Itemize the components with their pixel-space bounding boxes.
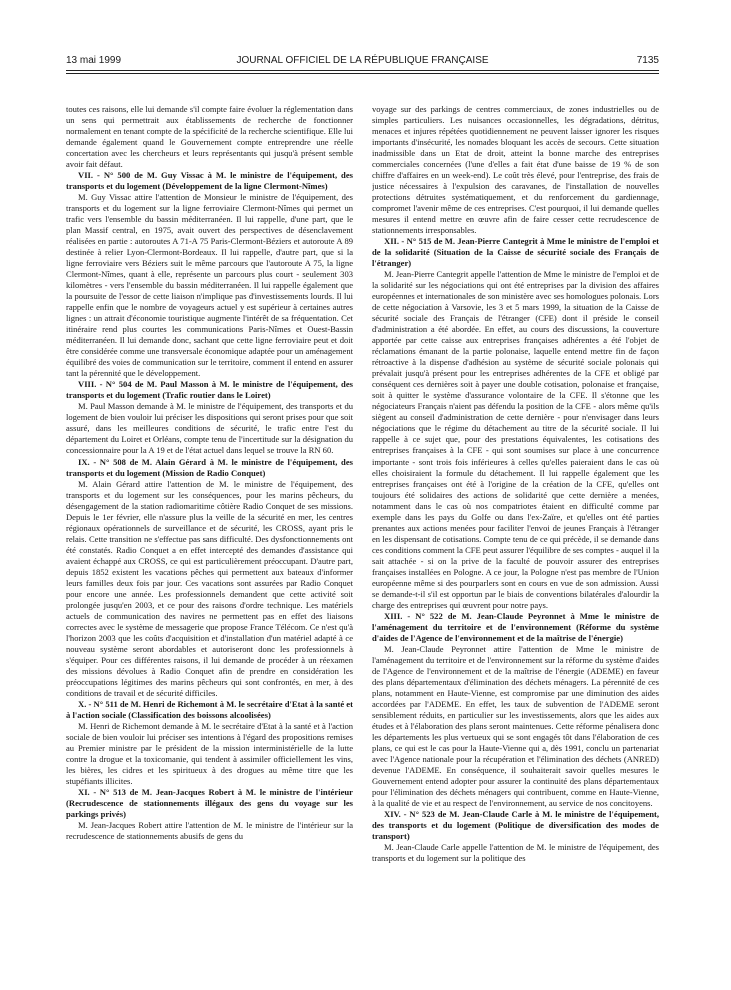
question-511-title: X. - N° 511 de M. Henri de Richemont à M. le secrétaire d'Etat à la santé et à l'action sociale (Classification des boissons alcoolisées) (66, 698, 353, 720)
question-511-text: M. Henri de Richemont demande à M. le secrétaire d'Etat à la santé et à l'action sociale de bien vouloir lui préciser ses intentions à l'égard des propositions remises au Premier ministre par le président de la mission interministérielle de la lutte contre la drogue et la toxicomanie, qui tendent à assimiler officiellement les vins, les bières, les cidres et les spiritueux à des drogues au même titre que les stupéfiants illicites. (66, 720, 353, 786)
question-515-text: M. Jean-Pierre Cantegrit appelle l'attention de Mme le ministre de l'emploi et de la solidarité sur les négociations qui ont été entreprises par la division des affaires européennes et internationales de son ministère avec ses homologues polonais. Lors de cette négociation à Varsovie, les 3 et 5 mars 1999, la situation de la Caisse de sécurité sociale des Français de l'étranger (CFE) dont il préside le conseil d'administration a été abordée. En effet, au cours des discussions, la couverture apportée par cette caisse aux entreprises françaises adhérentes a été l'objet de réclamations émanant de la partie polonaise, laquelle entend mettre fin de façon rétroactive à la dispense d'adhésion au système de sécurité sociale polonais qui prévalait jusqu'à présent pour les entreprises adhérentes de la CFE et obligé par conséquent ces dernières soit à payer une double cotisation, polonaise et française, soit à quitter le système d'assurance volontaire de la CFE. Il s'étonne que les négociateurs Français n'aient pas défendu la position de la CFE - alors même qu'ils siègent au conseil d'administration de cette dernière - pour n'envisager dans leurs négociations que le régime du détachement au titre de la sécurité sociale. Il lui rappelle à ce sujet que, pour des prestations équivalentes, les cotisations des entreprises françaises à la CFE - qui sont soumises sur place à une concurrence importante - sont trois fois inférieures à celles qu'elles paieraient dans le cas où elles choisiraient la formule du détachement. Il lui rappelle également que les entreprises françaises ont été à l'origine de la création de la CFE, qu'elles ont toujours été solidaires des actions de solidarité que cette dernière a menées, notamment dans le cas où nos compatriotes étaient en difficulté comme par exemple dans les pays du Golfe ou dans l'ex-Zaïre, et qu'elles ont été parties prenantes aux actions menées pour faciliter l'envoi de jeunes Français à l'étranger en les dispensant de cotisations. Compte tenu de ce qui précède, il se demande dans ces conditions comment la CFE peut assurer l'équilibre de ses comptes - auquel il la sait attachée - si on la prive de la faculté de pouvoir assurer des entreprises françaises installées en Pologne. A ce jour, la Pologne n'est pas membre de l'Union européenne même si des pourparlers sont en cours en vue de son admission. Aussi se demande-t-il s'il est opportun par le biais de conventions bilatérales d'alourdir la charge des entreprises qui œuvrent pour notre pays. (372, 269, 659, 610)
question-504-title: VIII. - N° 504 de M. Paul Masson à M. le ministre de l'équipement, des transports et du logement (Trafic routier dans le Loiret) (66, 379, 353, 401)
header-journal-title: JOURNAL OFFICIEL DE LA RÉPUBLIQUE FRANÇAISE (236, 55, 489, 66)
header-rule (66, 70, 659, 71)
question-522-title: XIII. - N° 522 de M. Jean-Claude Peyronnet à Mme le ministre de l'aménagement du territoire et de l'environnement (Réforme du système d'aides de l'Agence de l'environnement et de la maîtrise de l'énergie) (372, 610, 659, 643)
question-523-title: XIV. - N° 523 de M. Jean-Claude Carle à M. le ministre de l'équipement, des transports et du logement (Politique de diversification des modes de transport) (372, 809, 659, 842)
right-column (372, 104, 659, 978)
left-column (66, 104, 353, 978)
question-522-text: M. Jean-Claude Peyronnet attire l'attention de Mme le ministre de l'aménagement du territoire et de l'environnement sur la réforme du système d'aides de l'Agence de l'environnement et de la maîtrise de l'énergie (ADEME) en faveur des plans départementaux d'élimination des déchets ménagers. La pérennité de ces plans, notamment en Haute-Vienne, est compromise par une diminution des aides accordées par l'ADEME. En effet, les taux de subvention de l'ADEME seront sensiblement réduits, en particulier sur les investissements, alors que les aides aux études et à l'élaboration des plans seront maintenues. Cette réforme pénalisera donc les départements les plus vertueux qui se sont engagés tôt dans l'élaboration de ces plans, ce qui est le cas pour la Haute-Vienne qui a, dès 1991, conclu un partenariat avec l'Agence nationale pour la récupération et l'élimination des déchets (ANRED) devenue l'ADEME. En conséquence, il souhaiterait savoir quelles mesures le Gouvernement entend adopter pour assurer la continuité des plans départementaux pour l'élimination des déchets ménagers qui contribuent, comme en Haute-Vienne, à la qualité de vie et au respect de l'environnement, au service de nos concitoyens. (372, 643, 659, 808)
question-500-title: VII. - N° 500 de M. Guy Vissac à M. le ministre de l'équipement, des transports et du logement (Développement de la ligne Clermont-Nîmes) (66, 170, 353, 192)
question-515-title: XII. - N° 515 de M. Jean-Pierre Cantegrit à Mme le ministre de l'emploi et de la solidarité (Situation de la Caisse de sécurité sociale des Français de l'étranger) (372, 236, 659, 269)
question-523-text: M. Jean-Claude Carle appelle l'attention de M. le ministre de l'équipement, des transports et du logement sur la politique des (372, 842, 659, 864)
question-500-text: M. Guy Vissac attire l'attention de Monsieur le ministre de l'équipement, des transports et du logement sur la ligne ferroviaire Clermont-Nîmes qui permet un trafic vers l'ensemble du bassin méditerranéen. Il lui rappelle, d'une part, que le plan Massif central, en 1975, avait ouvert des perspectives de désenclavement réalisées en partie : autoroutes A 71-A 75 Paris-Clermont-Béziers et autoroute A 89 destinée à relier Lyon-Clermont-Bordeaux. Il lui rappelle, d'autre part, que si la ligne ferroviaire vers Béziers suit le même parcours que l'autoroute A 75, la ligne Clermont-Nîmes, quant à elle, représente un parcours plus court - seulement 303 kilomètres - vers l'ensemble du bassin méditerranéen. Il lui rappelle également que la poursuite de l'essor de cette liaison n'implique pas d'investissements lourds. Il lui rappelle enfin que le nombre de voyageurs actuel y est supérieur à certaines autres lignes : un attrait d'économie touristique augmente l'intérêt de sa fréquentation. Cet itinéraire rend plus courtes les communications Paris-Nîmes et Ouest-Bassin méditerranéen. Il lui demande donc, sachant que cette ligne ferroviaire peut et doit être considérée comme une transversale économique adaptée pour un aménagement équilibré des voies de communication sur le territoire, comment il entend en assurer tant la pérennité que le développement. (66, 192, 353, 379)
question-508-text: M. Alain Gérard attire l'attention de M. le ministre de l'équipement, des transports et du logement sur les conséquences, pour les marins pêcheurs, du désengagement de la station radiomaritime côtière Radio Conquet de ses missions. Depuis le 1er février, elle n'assure plus la veille de la sécurité en mer, les centres régionaux opérationnels de surveillance et de sécurité, les CROSS, ayant pris le relais. Cette transition ne s'effectue pas sans difficulté. Des dysfonctionnements ont été constatés. Radio Conquet a en effet intercepté des demandes d'assistance qui avaient échappé aux CROSS, ce qui est particulièrement préoccupant. D'autre part, depuis 1852 existent les vacations pêches qui permettent aux bateaux d'informer leurs familles deux fois par jour. Ces vacations sont assurées par Radio Conquet pour encore une année. Les professionnels demandent que cette activité soit prolongée jusqu'en 2003, et ce pour des raisons d'ordre technique. Les matériels actuels de communication des navires ne permettent pas en effet des liaisons correctes avec le système de messagerie que propose France Télécom. Ce n'est qu'à l'horizon 2003 que les coûts d'acquisition et d'installation d'un matériel adapté à ce nouveau système seront abordables et autoriseront donc les professionnels à s'équiper. Pour ces différentes raisons, il lui demande de procéder à un réexamen des missions dévolues à Radio Conquet afin de prendre en considération les préoccupations légitimes des marins pêcheurs qui sont confrontés, en mer, à des conditions de travail et de sécurité difficiles. (66, 478, 353, 698)
header-page-number: 7135 (636, 55, 659, 66)
question-513-title: XI. - N° 513 de M. Jean-Jacques Robert à M. le ministre de l'intérieur (Recrudescence de stationnements illégaux des gens du voyage sur les parkings privés) (66, 786, 353, 819)
page-header (66, 54, 659, 68)
question-504-text: M. Paul Masson demande à M. le ministre de l'équipement, des transports et du logement de bien vouloir lui préciser les dispositions qui seront prises pour que soit assuré, dans les meilleures conditions de sécurité, le trafic entre l'est du département du Loiret et Orléans, compte tenu de l'incertitude sur la désignation du concessionnaire pour la A 19 et de l'état actuel dans lequel se trouve la RN 60. (66, 401, 353, 456)
question-508-title: IX. - N° 508 de M. Alain Gérard à M. le ministre de l'équipement, des transports et du logement (Mission de Radio Conquet) (66, 456, 353, 478)
header-date: 13 mai 1999 (66, 55, 122, 66)
paragraph-intro-continued: toutes ces raisons, elle lui demande s'il compte faire évoluer la réglementation dans un sens qui permettrait aux établissements de recherche de fonctionner normalement en tenant compte de la spécificité de la recherche scientifique. Elle lui demande également quand le Gouvernement compte entreprendre une réelle concertation avec les chercheurs et leurs représentants qui jusqu'à présent semble avoir fait défaut. (66, 104, 353, 170)
question-513-text: M. Jean-Jacques Robert attire l'attention de M. le ministre de l'intérieur sur la recrudescence de stationnements abusifs de gens du (66, 820, 353, 842)
question-513-text-continued: voyage sur des parkings de centres commerciaux, de zones industrielles ou de simples particuliers. Les nuisances occasionnelles, les dégradations, détritus, menaces et injures répétées quotidiennement ne peuvent laisser ignorer les risques importants d'insécurité, les nomades bloquant les accès de secours. Cette situation inadmissible dans un Etat de droit, atteint la bonne marche des entreprises commerciales concernées (l'une d'elles a fait état d'une baisse de 19 % de son chiffre d'affaires en un week-end). Le coût très élevé, pour l'entreprise, des frais de justice nécessaires à l'expulsion des caravanes, de l'installation de nouvelles protections détruites systématiquement, et du renforcement du gardiennage, compromet l'avenir même de ces entreprises. C'est pourquoi, il lui demande quelles mesures il entend mettre en œuvre afin de faire cesser cette recrudescence de stationnements irresponsables. (372, 104, 659, 236)
header-rule-double (66, 73, 659, 74)
